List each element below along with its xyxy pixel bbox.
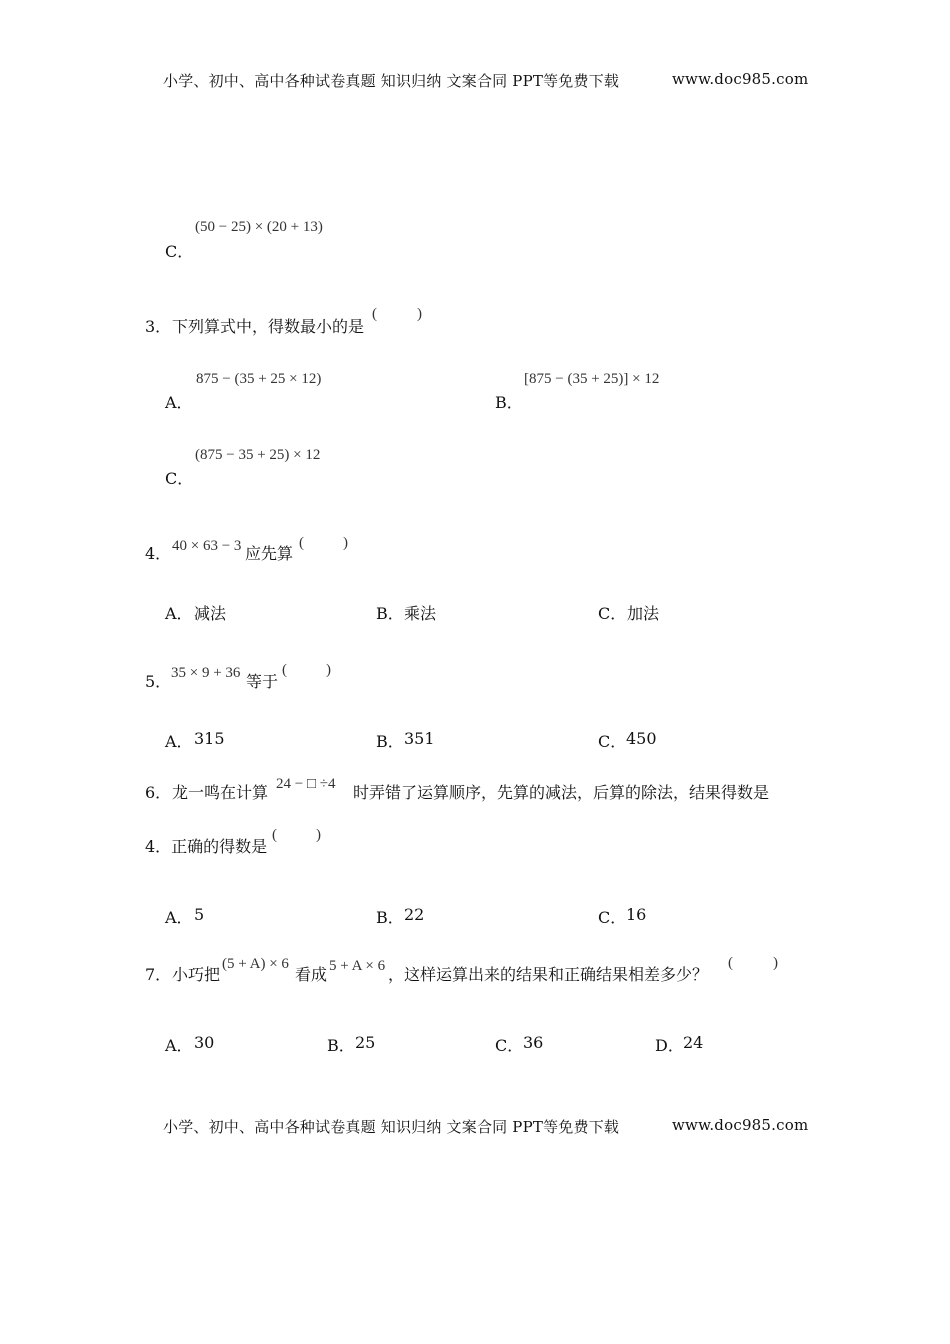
q6-option-a-label: A． xyxy=(165,908,193,927)
q3-option-a-label: A． xyxy=(165,393,193,412)
q4-option-a-label: A． xyxy=(165,604,193,623)
q5-option-b-label: B． xyxy=(376,732,404,751)
footer-url[interactable]: www.doc985.com xyxy=(672,1116,809,1134)
q5-paren-open: ( xyxy=(282,662,287,678)
header-url[interactable]: www.doc985.com xyxy=(672,70,809,88)
q7-stem-part2: 看成 xyxy=(295,965,328,984)
q4-option-c-label: C． xyxy=(598,604,627,623)
q6-math: 24 − □ ÷4 xyxy=(276,776,336,792)
q7-option-a-text: 30 xyxy=(194,1033,215,1052)
q7-option-b-label: B． xyxy=(327,1036,355,1055)
q6-option-b-text: 22 xyxy=(404,905,425,924)
q4-option-a-text: 减法 xyxy=(194,604,227,623)
q4-paren-close: ) xyxy=(343,535,348,551)
q6-number: 6． xyxy=(145,783,172,802)
q5-option-c-text: 450 xyxy=(626,729,657,748)
q7-stem-part1: 小巧把 xyxy=(172,965,221,984)
q4-number: 4． xyxy=(145,544,172,563)
q6-stem-part1: 龙一鸣在计算 xyxy=(172,783,269,802)
q2-option-c-label: C． xyxy=(165,242,194,261)
q5-paren-close: ) xyxy=(326,662,331,678)
q6-option-a-text: 5 xyxy=(194,905,205,924)
q3-option-b-label: B． xyxy=(495,393,523,412)
q3-stem: 下列算式中，得数最小的是 xyxy=(172,317,365,336)
q7-option-d-text: 24 xyxy=(683,1033,704,1052)
q5-number: 5． xyxy=(145,672,172,691)
q2-option-c-math: (50 − 25) × (20 + 13) xyxy=(195,219,323,235)
q4-stem: 应先算 xyxy=(245,544,294,563)
q7-paren-open: ( xyxy=(728,955,733,971)
q5-math: 35 × 9 + 36 xyxy=(171,665,241,681)
q6-paren-close: ) xyxy=(316,827,321,843)
q3-option-c-math: (875 − 35 + 25) × 12 xyxy=(195,447,321,463)
q4-math: 40 × 63 − 3 xyxy=(172,538,242,554)
footer-text: 小学、初中、高中各种试卷真题 知识归纳 文案合同 PPT等免费下载 xyxy=(163,1118,620,1136)
q6-option-c-text: 16 xyxy=(626,905,647,924)
q3-option-b-math: [875 − (35 + 25)] × 12 xyxy=(524,371,660,387)
q7-math2: 5 + A × 6 xyxy=(329,958,386,974)
q4-paren-open: ( xyxy=(299,535,304,551)
q6-paren-open: ( xyxy=(272,827,277,843)
q7-option-c-text: 36 xyxy=(523,1033,544,1052)
q5-stem: 等于 xyxy=(246,672,279,691)
q3-number: 3． xyxy=(145,317,172,336)
q4-option-b-label: B． xyxy=(376,604,404,623)
q7-option-b-text: 25 xyxy=(355,1033,376,1052)
q7-stem-part3: ，这样运算出来的结果和正确结果相差多少？ xyxy=(388,965,709,984)
q7-option-a-label: A． xyxy=(165,1036,193,1055)
q7-math1: (5 + A) × 6 xyxy=(222,956,289,972)
q5-option-b-text: 351 xyxy=(404,729,435,748)
q5-option-a-label: A． xyxy=(165,732,193,751)
q3-paren-open: ( xyxy=(372,306,377,322)
header-text: 小学、初中、高中各种试卷真题 知识归纳 文案合同 PPT等免费下载 xyxy=(163,72,620,90)
q3-paren-close: ) xyxy=(417,306,422,322)
q7-option-d-label: D． xyxy=(655,1036,684,1055)
q7-option-c-label: C． xyxy=(495,1036,524,1055)
q6-option-b-label: B． xyxy=(376,908,404,927)
q6-stem-part2: 时弄错了运算顺序，先算的减法，后算的除法，结果得数是 xyxy=(353,783,770,802)
q5-option-c-label: C． xyxy=(598,732,627,751)
q7-number: 7． xyxy=(145,965,172,984)
q3-option-c-label: C． xyxy=(165,469,194,488)
q6-option-c-label: C． xyxy=(598,908,627,927)
q5-option-a-text: 315 xyxy=(194,729,225,748)
q3-option-a-math: 875 − (35 + 25 × 12) xyxy=(196,371,322,387)
q7-paren-close: ) xyxy=(773,955,778,971)
q6-line2: 4．正确的得数是 xyxy=(145,837,268,856)
q4-option-c-text: 加法 xyxy=(627,604,660,623)
q4-option-b-text: 乘法 xyxy=(404,604,437,623)
